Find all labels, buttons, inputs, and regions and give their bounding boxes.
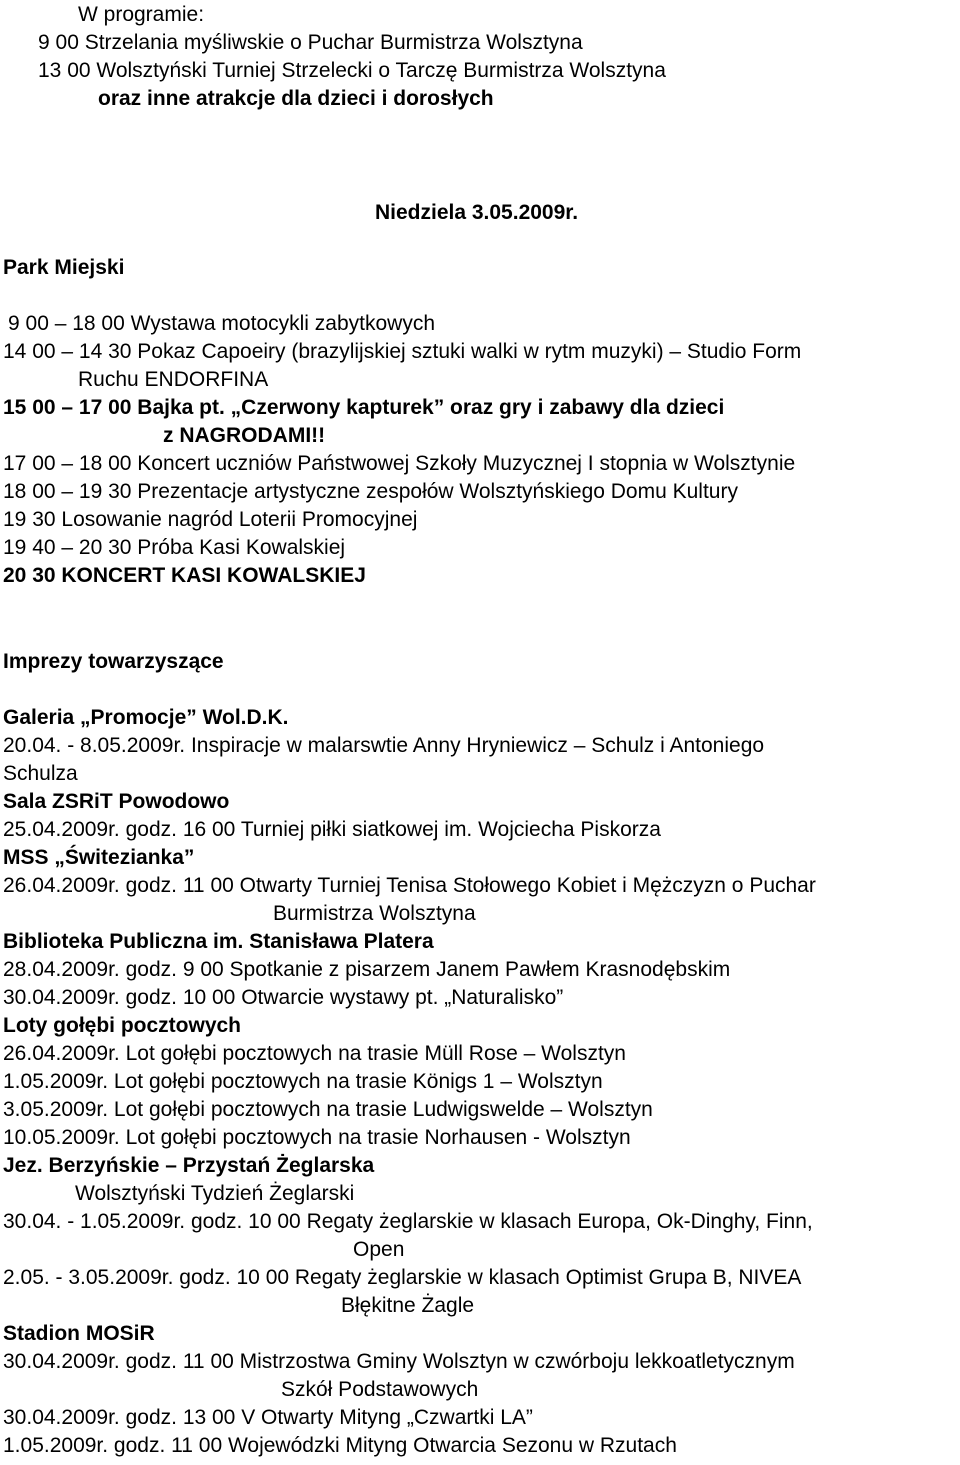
venue-heading: MSS „Świtezianka”	[3, 846, 195, 869]
venue-heading: Galeria „Promocje” Wol.D.K.	[3, 706, 289, 729]
event-line: 30.04.2009r. godz. 13 00 V Otwarty Mityng „Czwartki LA”	[3, 1406, 533, 1429]
program-item: oraz inne atrakcje dla dzieci i dorosłych	[98, 87, 494, 110]
event-line: 26.04.2009r. Lot gołębi pocztowych na trasie Müll Rose – Wolsztyn	[3, 1042, 626, 1065]
location-heading: Park Miejski	[3, 256, 125, 279]
event-line: z NAGRODAMI!!	[163, 424, 326, 447]
event-line: 3.05.2009r. Lot gołębi pocztowych na trasie Ludwigswelde – Wolsztyn	[3, 1098, 653, 1121]
venue-heading: Jez. Berzyńskie – Przystań Żeglarska	[3, 1154, 375, 1177]
event-line: 14 00 – 14 30 Pokaz Capoeiry (brazylijskiej sztuki walki w rytm muzyki) – Studio Form	[3, 340, 802, 363]
event-line: 30.04. - 1.05.2009r. godz. 10 00 Regaty żeglarskie w klasach Europa, Ok-Dinghy, Finn,	[3, 1210, 813, 1233]
event-line: Szkół Podstawowych	[281, 1378, 479, 1401]
event-date: Niedziela 3.05.2009r.	[375, 201, 579, 224]
program-item: 13 00 Wolsztyński Turniej Strzelecki o Tarczę Burmistrza Wolsztyna	[38, 59, 666, 82]
event-line: Burmistrza Wolsztyna	[273, 902, 476, 925]
venue-heading: Sala ZSRiT Powodowo	[3, 790, 230, 813]
event-line: 17 00 – 18 00 Koncert uczniów Państwowej Szkoły Muzycznej I stopnia w Wolsztynie	[3, 452, 796, 475]
event-line: 1.05.2009r. Lot gołębi pocztowych na trasie Königs 1 – Wolsztyn	[3, 1070, 603, 1093]
event-line: 30.04.2009r. godz. 10 00 Otwarcie wystawy pt. „Naturalisko”	[3, 986, 564, 1009]
event-line: 20.04. - 8.05.2009r. Inspiracje w malarswtie Anny Hryniewicz – Schulz i Antoniego	[3, 734, 765, 757]
event-line: 19 30 Losowanie nagród Loterii Promocyjnej	[3, 508, 418, 531]
event-line: Wolsztyński Tydzień Żeglarski	[75, 1182, 355, 1205]
venue-heading: Loty gołębi pocztowych	[3, 1014, 242, 1037]
event-line: 26.04.2009r. godz. 11 00 Otwarty Turniej Tenisa Stołowego Kobiet i Mężczyzn o Puchar	[3, 874, 816, 897]
venue-heading: Biblioteka Publiczna im. Stanisława Platera	[3, 930, 434, 953]
event-line: Ruchu ENDORFINA	[78, 368, 269, 391]
event-line: 10.05.2009r. Lot gołębi pocztowych na trasie Norhausen - Wolsztyn	[3, 1126, 631, 1149]
event-line: Schulza	[3, 762, 78, 785]
program-heading: W programie:	[78, 3, 205, 26]
event-line: 28.04.2009r. godz. 9 00 Spotkanie z pisarzem Janem Pawłem Krasnodębskim	[3, 958, 731, 981]
event-line: 30.04.2009r. godz. 11 00 Mistrzostwa Gminy Wolsztyn w czwórboju lekkoatletycznym	[3, 1350, 795, 1373]
event-line: 1.05.2009r. godz. 11 00 Wojewódzki Mityng Otwarcia Sezonu w Rzutach	[3, 1434, 677, 1457]
event-line-highlight: 20 30 KONCERT KASI KOWALSKIEJ	[3, 564, 366, 587]
event-line: 19 40 – 20 30 Próba Kasi Kowalskiej	[3, 536, 346, 559]
event-line: 2.05. - 3.05.2009r. godz. 10 00 Regaty żeglarskie w klasach Optimist Grupa B, NIVEA	[3, 1266, 802, 1289]
program-item: 9 00 Strzelania myśliwskie o Puchar Burmistrza Wolsztyna	[38, 31, 583, 54]
event-line: 15 00 – 17 00 Bajka pt. „Czerwony kapturek” oraz gry i zabawy dla dzieci	[3, 396, 725, 419]
event-line: Błękitne Żagle	[341, 1294, 475, 1317]
event-line: 9 00 – 18 00 Wystawa motocykli zabytkowych	[8, 312, 436, 335]
event-line: 25.04.2009r. godz. 16 00 Turniej piłki siatkowej im. Wojciecha Piskorza	[3, 818, 661, 841]
section-heading: Imprezy towarzyszące	[3, 650, 224, 673]
venue-heading: Stadion MOSiR	[3, 1322, 155, 1345]
event-line: Open	[353, 1238, 405, 1261]
event-line: 18 00 – 19 30 Prezentacje artystyczne zespołów Wolsztyńskiego Domu Kultury	[3, 480, 738, 503]
